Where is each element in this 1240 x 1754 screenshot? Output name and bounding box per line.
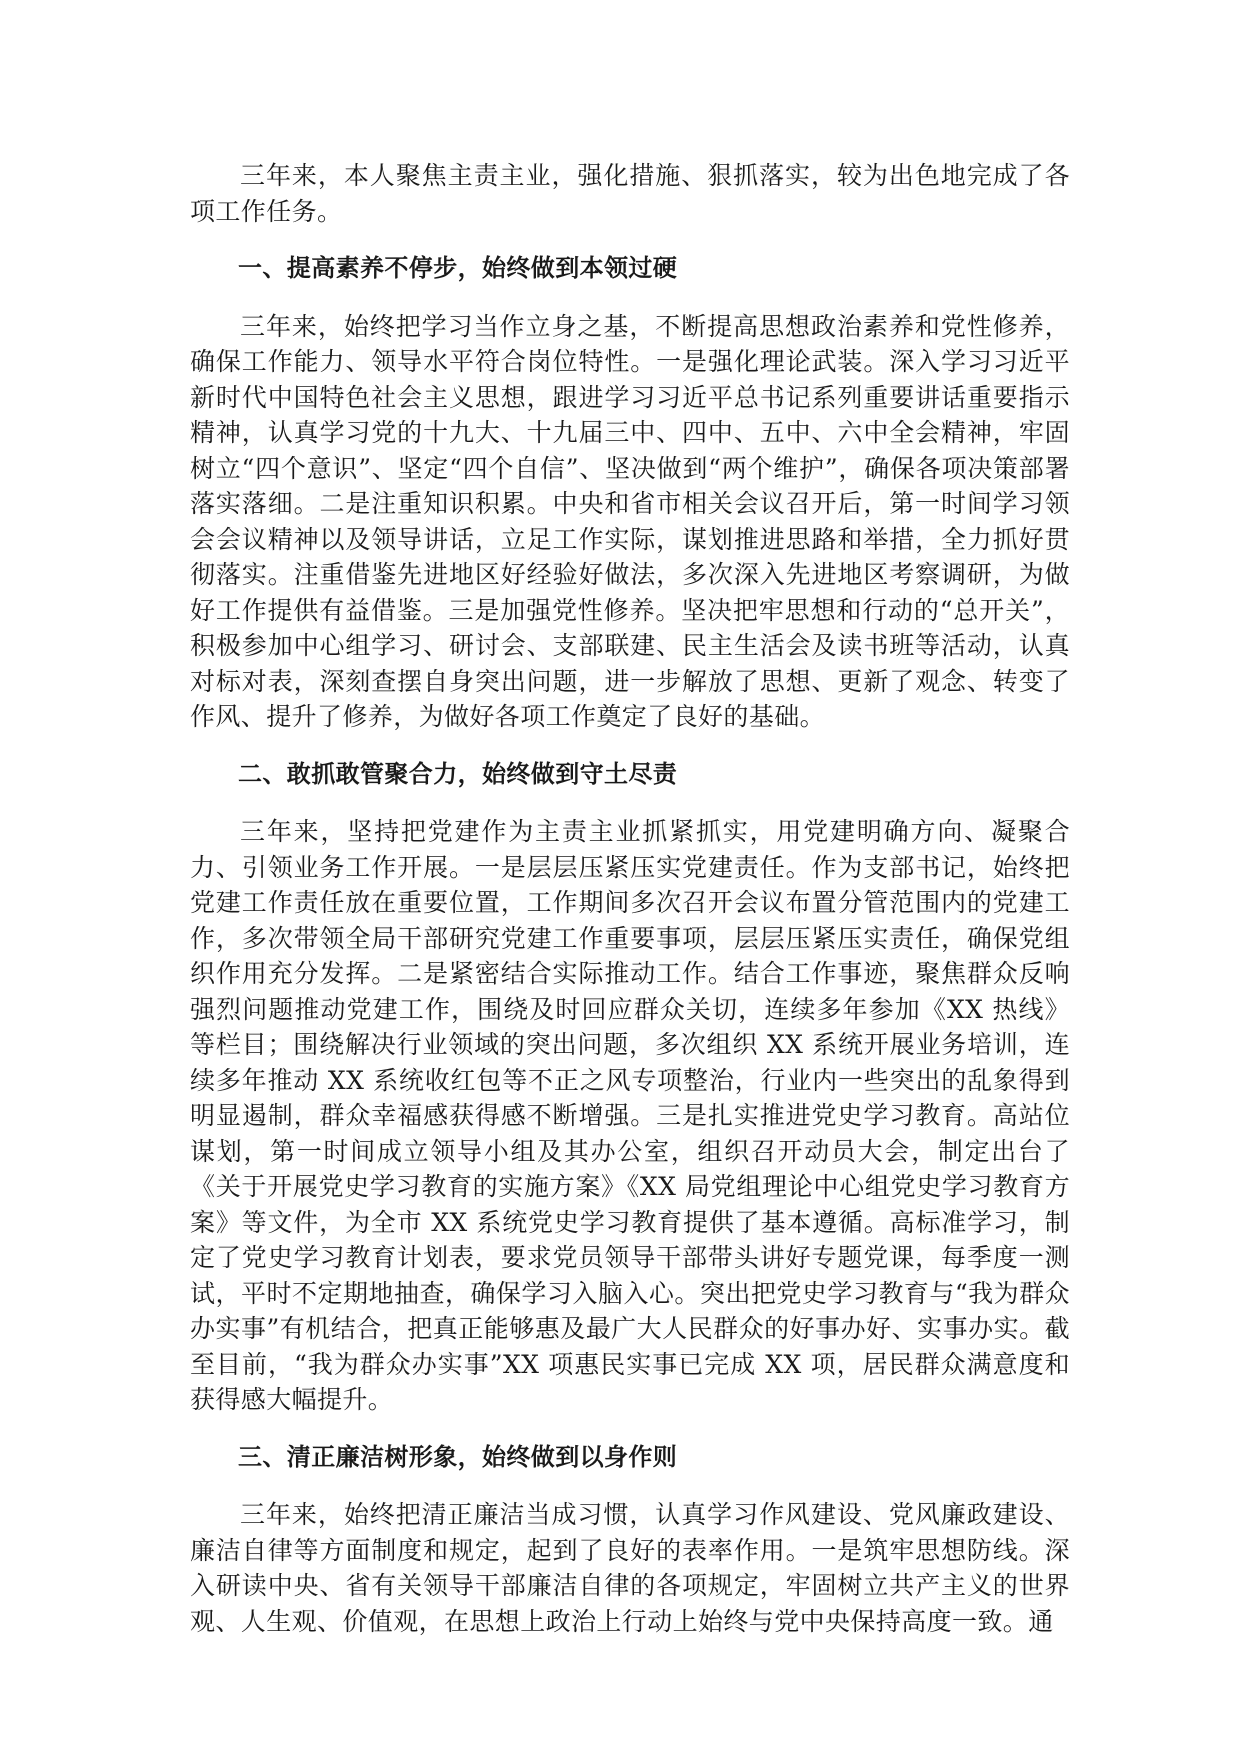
section-2-body: 三年来，坚持把党建作为主责主业抓紧抓实，用党建明确方向、凝聚合力、引领业务工作开展。一是层层压紧压实党建责任。作为支部书记，始终把党建工作责任放在重要位置，工作期间多次召开会议布置分管范围内的党建工作，多次带领全局干部研究党建工作重要事项，层层压紧压实责任，确保党组织作用充分发挥。二是紧密结合实际推动工作。结合工作事迹，聚焦群众反响强烈问题推动党建工作，围绕及时回应群众关切，连续多年参加《XX 热线》等栏目；围绕解决行业领域的突出问题，多次组织 XX 系统开展业务培训，连续多年推动 XX 系统收红包等不正之风专项整治，行业内一些突出的乱象得到明显遏制，群众幸福感获得感不断增强。三是扎实推进党史学习教育。高站位谋划，第一时间成立领导小组及其办公室，组织召开动员大会，制定出台了《关于开展党史学习教育的实施方案》《XX 局党组理论中心组党史学习教育方案》等文件，为全市 XX 系统党史学习教育提供了基本遵循。高标准学习，制定了党史学习教育计划表，要求党员领导干部带头讲好专题党课，每季度一测试，平时不定期地抽查，确保学习入脑入心。突出把党史学习教育与“我为群众办实事”有机结合，把真正能够惠及最广大人民群众的好事办好、实事办实。截至目前，“我为群众办实事”XX 项惠民实事已完成 XX 项，居民群众满意度和获得感大幅提升。 (190, 817, 1070, 1414)
section-1-body: 三年来，始终把学习当作立身之基，不断提高思想政治素养和党性修养，确保工作能力、领导水平符合岗位特性。一是强化理论武装。深入学习习近平新时代中国特色社会主义思想，跟进学习习近平总书记系列重要讲话重要指示精神，认真学习党的十九大、十九届三中、四中、五中、六中全会精神，牢固树立“四个意识”、坚定“四个自信”、坚决做到“两个维护”，确保各项决策部署落实落细。二是注重知识积累。中央和省市相关会议召开后，第一时间学习领会会议精神以及领导讲话，立足工作实际，谋划推进思路和举措，全力抓好贯彻落实。注重借鉴先进地区好经验好做法，多次深入先进地区考察调研，为做好工作提供有益借鉴。三是加强党性修养。坚决把牢思想和行动的“总开关”，积极参加中心组学习、研讨会、支部联建、民主生活会及读书班等活动，认真对标对表，深刻查摆自身突出问题，进一步解放了思想、更新了观念、转变了作风、提升了修养，为做好各项工作奠定了良好的基础。 (190, 311, 1070, 731)
section-1-heading: 一、提高素养不停步，始终做到本领过硬 (238, 254, 678, 282)
section-3-heading: 三、清正廉洁树形象，始终做到以身作则 (238, 1442, 678, 1471)
intro-paragraph: 三年来，本人聚焦主责主业，强化措施、狠抓落实，较为出色地完成了各项工作任务。 (190, 161, 1070, 226)
section-2-heading: 二、敢抓敢管聚合力，始终做到守土尽责 (238, 759, 678, 788)
section-3-body: 三年来，始终把清正廉洁当成习惯，认真学习作风建设、党风廉政建设、廉洁自律等方面制度和规定，起到了良好的表率作用。一是筑牢思想防线。深入研读中央、省有关领导干部廉洁自律的各项规定，牢固树立共产主义的世界观、人生观、价值观，在思想上政治上行动上始终与党中央保持高度一致。通 (190, 1500, 1070, 1636)
document-page (190, 158, 1070, 1639)
